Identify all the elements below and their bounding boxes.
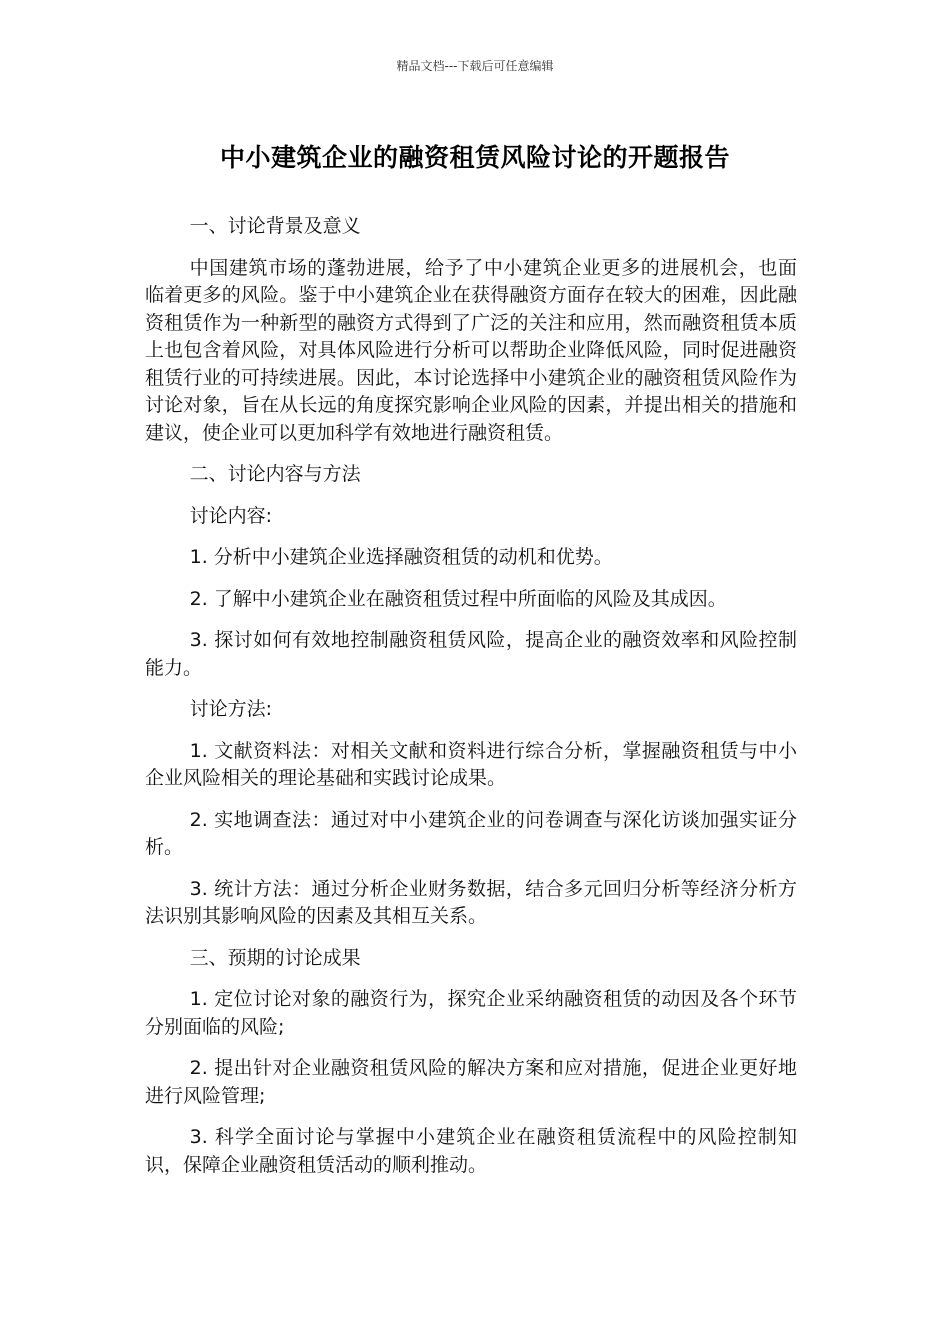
paragraph-background: 中国建筑市场的蓬勃进展，给予了中小建筑企业更多的进展机会，也面临着更多的风险。鉴于中小建筑企业在获得融资方面存在较大的困难，因此融资租赁作为一种新型的融资方式得到了广泛的关注和应用，然而融资租赁本质上也包含着风险，对具体风险进行分析可以帮助企业降低风险，同时促进融资租赁行业的可持续进展。因此，本讨论选择中小建筑企业的融资租赁风险作为讨论对象，旨在从长远的角度探究影响企业风险的因素，并提出相关的措施和建议，使企业可以更加科学有效地进行融资租赁。 [145,256,797,444]
list-item: 1. 定位讨论对象的融资行为，探究企业采纳融资租赁的动因及各个环节分别面临的风险; [145,988,797,1038]
document-title: 中小建筑企业的融资租赁风险讨论的开题报告 [219,143,730,172]
subheading-method: 讨论方法: [189,698,273,720]
document-body [145,213,797,1193]
list-item: 2. 提出针对企业融资租赁风险的解决方案和应对措施，促进企业更好地进行风险管理; [145,1057,797,1107]
list-item: 3. 探讨如何有效地控制融资租赁风险，提高企业的融资效率和风险控制能力。 [145,629,797,679]
list-item: 2. 实地调查法：通过对中小建筑企业的问卷调查与深化访谈加强实证分析。 [145,808,797,858]
section-heading-outcomes: 三、预期的讨论成果 [189,946,361,969]
section-heading-content-method: 二、讨论内容与方法 [189,463,361,485]
list-item: 1. 文献资料法：对相关文献和资料进行综合分析，掌握融资租赁与中小企业风险相关的理论基础和实践讨论成果。 [145,739,797,789]
list-item: 3. 科学全面讨论与掌握中小建筑企业在融资租赁流程中的风险控制知识，保障企业融资租赁活动的顺利推动。 [145,1126,797,1176]
list-item: 3. 统计方法：通过分析企业财务数据，结合多元回归分析等经济分析方法识别其影响风险的因素及其相互关系。 [145,877,797,927]
list-item: 2. 了解中小建筑企业在融资租赁过程中所面临的风险及其成因。 [189,587,727,610]
subheading-content: 讨论内容: [189,504,273,527]
section-heading-background: 一、讨论背景及意义 [189,215,361,237]
header-note: 精品文档---下载后可任意编辑 [396,59,554,73]
list-item: 1. 分析中小建筑企业选择融资租赁的动机和优势。 [189,546,613,568]
